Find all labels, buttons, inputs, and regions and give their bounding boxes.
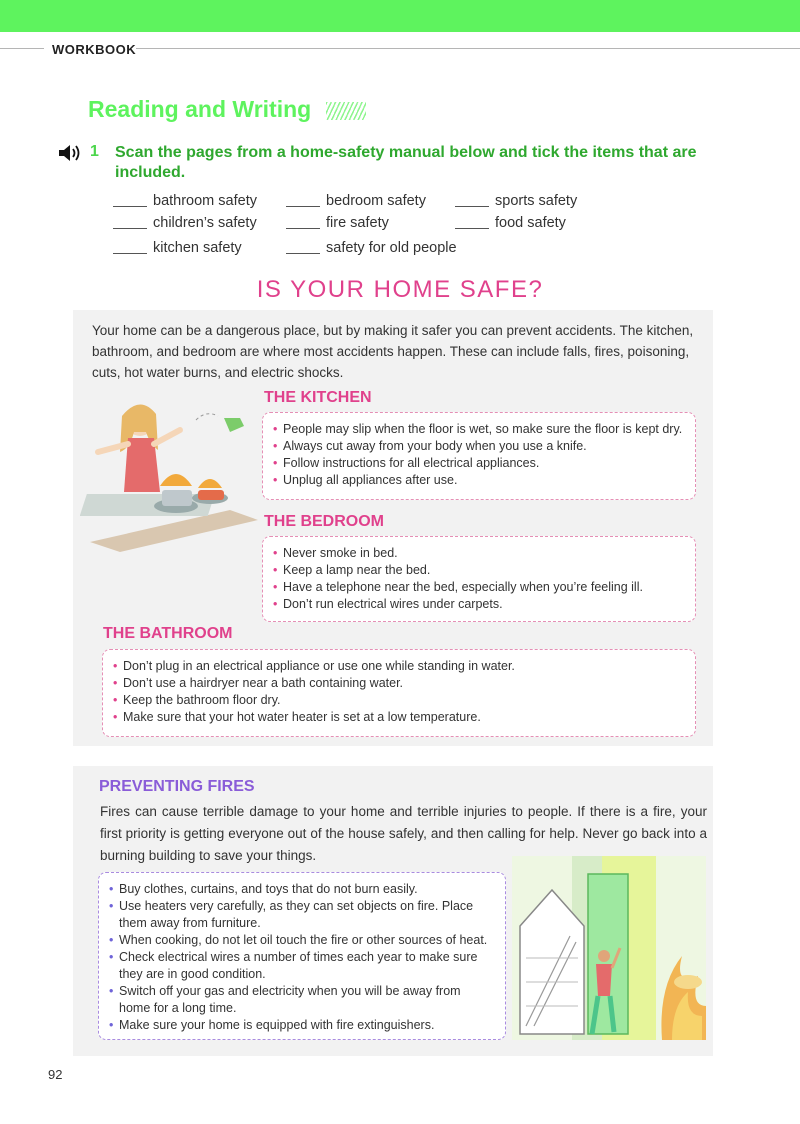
list-item: • Keep the bathroom floor dry. [113,692,685,709]
fires-tips-box [98,872,506,1040]
answer-blank[interactable] [113,228,147,229]
exercise-number: 1 [90,143,99,160]
list-item: • Buy clothes, curtains, and toys that do not burn easily. [109,881,495,898]
section-title: Reading and Writing [88,96,312,122]
kitchen-tips-box [262,412,696,500]
list-item: • When cooking, do not let oil touch the fire or other sources of heat. [109,932,495,949]
list-item: • Follow instructions for all electrical appliances. [273,455,685,472]
title-hatch-decoration [326,102,366,120]
tick-item[interactable]: children’s safety [113,215,257,231]
list-item: • Unplug all appliances after use. [273,472,685,489]
list-item: • Always cut away from your body when you use a knife. [273,438,685,455]
bathroom-heading: THE BATHROOM [103,625,233,642]
list-item: • Have a telephone near the bed, especially when you’re feeling ill. [273,579,685,596]
bedroom-heading: THE BEDROOM [264,513,384,530]
tick-item[interactable]: fire safety [286,215,389,231]
bathroom-tips-box [102,649,696,737]
workbook-label: WORKBOOK [52,42,137,57]
answer-blank[interactable] [286,253,320,254]
article-title: IS YOUR HOME SAFE? [256,276,544,303]
exercise-instruction: Scan the pages from a home-safety manual below and tick the items that are included. [115,144,697,181]
list-item: • Don’t use a hairdryer near a bath containing water. [113,675,685,692]
tick-item[interactable]: bathroom safety [113,193,257,209]
list-item: • Make sure your home is equipped with fire extinguishers. [109,1017,495,1034]
tick-item[interactable]: safety for old people [286,240,457,256]
kitchen-illustration [80,392,260,552]
tick-item[interactable]: sports safety [455,193,577,209]
list-item: • People may slip when the floor is wet, so make sure the floor is kept dry. [273,421,685,438]
bedroom-tips-box [262,536,696,622]
fires-paragraph: Fires can cause terrible damage to your home and terrible injuries to people. If there is a fire, your first priority is getting everyone out of the house safely, and then calling for help. Never go back into a burning building to save your things. [100,804,707,863]
page-number: 92 [48,1067,63,1082]
top-color-bar [0,0,800,32]
kitchen-heading: THE KITCHEN [264,389,372,406]
list-item: • Don’t plug in an electrical appliance or use one while standing in water. [113,658,685,675]
list-item: • Switch off your gas and electricity when you will be away from home for a long time. [109,983,495,1017]
tick-item[interactable]: food safety [455,215,566,231]
answer-blank[interactable] [113,253,147,254]
list-item: • Use heaters very carefully, as they can set objects on fire. Place them away from furniture. [109,898,495,932]
list-item: • Keep a lamp near the bed. [273,562,685,579]
answer-blank[interactable] [455,228,489,229]
tick-item[interactable]: bedroom safety [286,193,426,209]
fire-escape-illustration [512,856,706,1040]
answer-blank[interactable] [455,206,489,207]
list-item: • Never smoke in bed. [273,545,685,562]
list-item: • Don’t run electrical wires under carpets. [273,596,685,613]
list-item: • Make sure that your hot water heater is set at a low temperature. [113,709,685,726]
answer-blank[interactable] [113,206,147,207]
header-rule [136,48,800,49]
speaker-icon[interactable] [58,144,82,162]
tick-item[interactable]: kitchen safety [113,240,242,256]
list-item: • Check electrical wires a number of times each year to make sure they are in good condition. [109,949,495,983]
article-intro: Your home can be a dangerous place, but by making it safer you can prevent accidents. The kitchen, bathroom, and bedroom are where most accidents happen. These can include falls, fires, poisoning, cuts, hot water burns, and electric shocks. [92,323,694,380]
fires-heading: PREVENTING FIRES [99,778,255,795]
header-rule-left [0,48,44,49]
answer-blank[interactable] [286,206,320,207]
answer-blank[interactable] [286,228,320,229]
